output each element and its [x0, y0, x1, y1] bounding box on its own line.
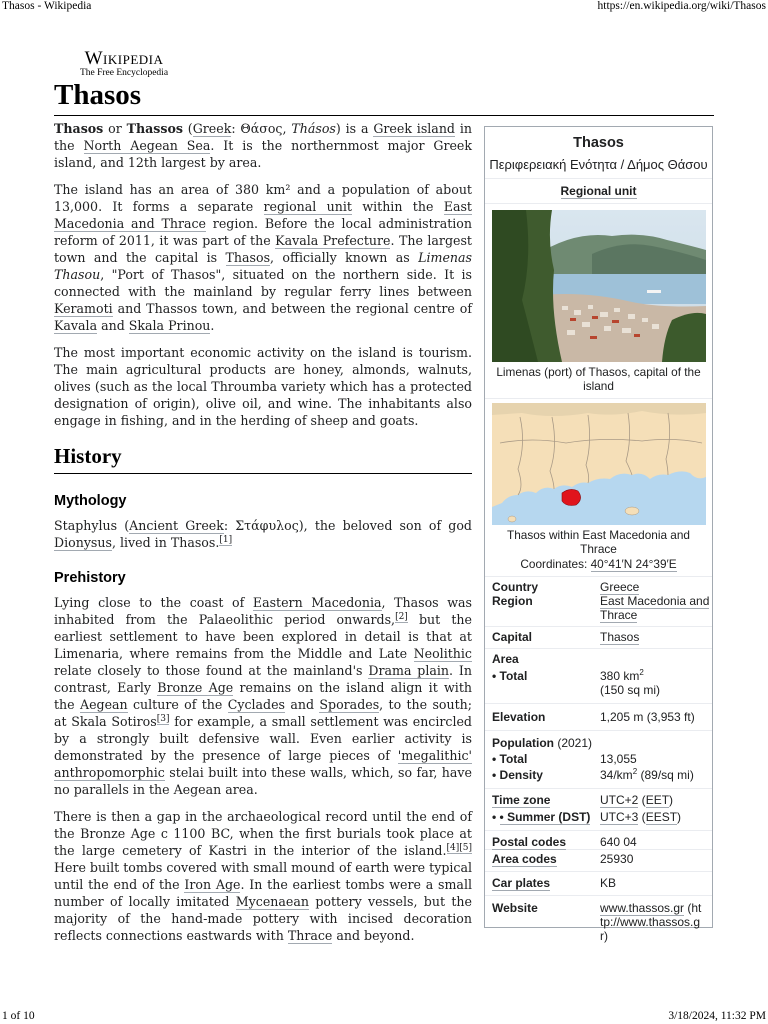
- link-area-codes[interactable]: Area codes: [492, 852, 557, 866]
- text: region. Before the local administration reform of 2011, it was part of the: [54, 216, 472, 248]
- text: , Thasos was inhabited from the Palaeolithic period onwards,: [54, 595, 472, 627]
- area-km: 380 km: [600, 669, 640, 683]
- locator-map-image: [492, 403, 706, 525]
- population-year: (2021): [554, 736, 593, 750]
- link-anthropomorphic[interactable]: anthropomorphic: [54, 765, 165, 780]
- print-datetime: 3/18/2024, 11:32 PM: [668, 1010, 766, 1022]
- link-summer-dst[interactable]: • Summer (DST): [499, 810, 591, 824]
- link-utc2[interactable]: UTC+2: [600, 793, 639, 807]
- print-page-title: Thasos - Wikipedia: [2, 0, 92, 12]
- text: culture of the: [127, 697, 228, 712]
- coordinates-link[interactable]: 40°41′N 24°39′E: [590, 557, 677, 571]
- text: Here built tombs covered with small mound of earth were typical until the end of the: [54, 860, 472, 892]
- row-label: [485, 872, 594, 891]
- text: , officially known as: [270, 250, 419, 265]
- superscript: 2: [639, 668, 644, 677]
- row-value: UTC+2 (EET): [594, 789, 712, 808]
- title-divider: [54, 115, 714, 116]
- row-timezone: [485, 789, 712, 808]
- row-area-total: [485, 666, 712, 697]
- text: and beyond.: [332, 928, 415, 943]
- infobox-data-table: [485, 576, 712, 943]
- infobox-title: Thasos: [573, 135, 624, 151]
- text: ) is a: [335, 121, 374, 136]
- area-paragraph: [54, 181, 472, 334]
- superscript: 2: [632, 767, 638, 776]
- row-value: 640 04: [594, 831, 712, 850]
- text: There is then a gap in the archaeological record until the end of the Bronze Age c 1100 BC, when the first burials took place at the large cemetery of Kastri in the interior of the island.: [54, 809, 472, 858]
- population-label: Population: [492, 736, 554, 750]
- page-number: 1 of 10: [2, 1010, 35, 1022]
- text: (: [182, 121, 193, 136]
- density-mi: (89/sq mi): [637, 768, 694, 782]
- link-thasos-town[interactable]: Thasos: [225, 250, 271, 265]
- row-label: Area: [485, 649, 712, 667]
- link-website[interactable]: www.thassos.gr: [600, 901, 685, 915]
- thasos-port-photo[interactable]: [492, 210, 706, 362]
- row-pop-density: [485, 766, 712, 782]
- text: , lived in Thasos.: [111, 535, 220, 550]
- row-label: Website: [485, 896, 594, 944]
- row-postal-codes: [485, 831, 712, 850]
- print-header: [2, 0, 766, 16]
- text: for example, a small settlement was encircled by a strongly built defensive wall. Even earlier activity is demonstrated by the presence of large pieces of: [54, 714, 472, 763]
- coordinates-label: Coordinates:: [520, 557, 591, 571]
- link-sporades[interactable]: Sporades: [319, 697, 380, 712]
- row-label: Elevation: [485, 704, 594, 725]
- citation-4[interactable]: [4]: [446, 842, 460, 853]
- link-car-plates[interactable]: Car plates: [492, 876, 551, 890]
- row-region: [485, 594, 712, 622]
- row-country: [485, 577, 712, 595]
- link-eastern-macedonia[interactable]: Eastern Macedonia: [252, 595, 382, 610]
- row-label: • Density: [492, 768, 543, 782]
- infobox-type: [485, 184, 712, 198]
- link-east-macedonia-thrace[interactable]: East Macedonia and Thrace: [54, 199, 472, 231]
- link-time-zone[interactable]: Time zone: [492, 793, 551, 807]
- text: and: [285, 697, 320, 712]
- area-mi: (150 sq mi): [600, 683, 661, 697]
- density-km: 34/km: [600, 768, 633, 782]
- article-body: [54, 120, 472, 954]
- row-area: [485, 649, 712, 667]
- row-label: [485, 850, 594, 867]
- intro-paragraph: [54, 120, 472, 171]
- link-aegean[interactable]: Aegean: [79, 697, 128, 712]
- italic-text: Thásos: [291, 121, 336, 136]
- row-value: UTC+3 (EEST): [600, 810, 682, 824]
- prehistory-heading: Prehistory: [54, 570, 126, 586]
- text: The island has an area of 380 km² and a population of about 13,000. It forms a separate: [54, 182, 472, 214]
- row-summer-time: [485, 807, 712, 824]
- text: remains on the island align it with the: [54, 680, 473, 712]
- page-title: Thasos: [54, 79, 142, 111]
- link-kavala-prefecture[interactable]: Kavala Prefecture: [275, 233, 391, 248]
- row-value: 25930: [594, 850, 712, 867]
- prehistory-paragraph-1: [54, 594, 472, 798]
- citation-2[interactable]: [2]: [395, 611, 408, 622]
- row-value: [594, 577, 712, 595]
- text: Staphylus (: [54, 518, 130, 533]
- infobox-native-name: Περιφερειακή Ενότητα / Δήμος Θάσου: [489, 157, 708, 172]
- link-dionysus[interactable]: Dionysus: [54, 535, 112, 550]
- row-website: [485, 896, 712, 944]
- text: .: [210, 318, 215, 333]
- text: and: [97, 318, 129, 333]
- row-value: [594, 594, 712, 622]
- link-mycenaean[interactable]: Mycenaean: [235, 894, 309, 909]
- text: : Θάσος,: [231, 121, 292, 136]
- link-greek[interactable]: Greek: [192, 121, 232, 136]
- text: but the earliest settlement to have been explored in detail is that at Limenaria, where remains from the Middle and Late: [54, 612, 472, 661]
- row-capital: [485, 627, 712, 645]
- row-value: [594, 627, 712, 645]
- link-regional-unit-type[interactable]: Regional unit: [560, 184, 637, 198]
- row-label: Region: [492, 594, 533, 608]
- text: . In contrast, Early: [54, 663, 472, 695]
- bold-term: Thassos: [126, 121, 183, 136]
- row-label: Country: [485, 577, 594, 595]
- infobox-divider: [485, 398, 712, 399]
- link-north-aegean[interactable]: North Aegean Sea: [83, 138, 211, 153]
- link-skala-prinou[interactable]: Skala Prinou: [128, 318, 211, 333]
- row-label: • Total: [492, 752, 528, 766]
- link-regional-unit[interactable]: regional unit: [263, 199, 352, 214]
- link-cyclades[interactable]: Cyclades: [227, 697, 286, 712]
- link-neolithic[interactable]: Neolithic: [413, 646, 472, 661]
- link-drama-plain[interactable]: Drama plain: [368, 663, 450, 678]
- prehistory-paragraph-2: [54, 808, 472, 944]
- wikipedia-logo[interactable]: [72, 49, 176, 79]
- economy-paragraph: The most important economic activity on the island is tourism. The main agricultural products are honey, almonds, walnuts, olives (such as the local Throumba variety which has a protected designation of origin), olive oil, and wine. The inhabitants also engage in fishing, and in the herding of sheep and goats.: [54, 345, 472, 428]
- text: Lying close to the coast of: [54, 595, 253, 610]
- row-value: 1,205 m (3,953 ft): [594, 704, 712, 725]
- row-population: [485, 731, 712, 751]
- link-greek-island[interactable]: Greek island: [373, 121, 455, 136]
- link-greece[interactable]: Greece: [600, 580, 640, 594]
- row-label: [485, 831, 594, 850]
- infobox: [484, 126, 713, 943]
- text: relate closely to those found at the mainland's: [54, 663, 369, 678]
- row-pop-total: [485, 750, 712, 766]
- row-area-codes: [485, 850, 712, 867]
- italic-text: Limenas Thasou: [54, 250, 472, 282]
- port-photo-image: [492, 210, 706, 362]
- link-iron-age[interactable]: Iron Age: [184, 877, 241, 892]
- link-eet[interactable]: EET: [645, 793, 670, 807]
- link-keramoti[interactable]: Keramoti: [54, 301, 113, 316]
- port-photo-caption: Limenas (port) of Thasos, capital of the island: [496, 365, 701, 393]
- text: . The largest town and the capital is: [54, 233, 472, 265]
- text: in the: [54, 121, 472, 153]
- text: pottery vessels, but the majority of the hand-made pottery with incised decoration reflects connections eastwards with: [54, 894, 472, 943]
- row-label: • Total: [492, 669, 528, 683]
- row-label: [485, 731, 712, 751]
- row-value: [594, 766, 712, 782]
- link-postal-codes[interactable]: Postal codes: [492, 835, 567, 849]
- row-label: Capital: [485, 627, 594, 645]
- row-car-plates: [485, 872, 712, 891]
- print-page-url: https://en.wikipedia.org/wiki/Thasos: [597, 0, 766, 12]
- text: within the: [351, 199, 444, 214]
- text: or: [103, 121, 127, 136]
- text: : Στάφυλος), the beloved son of god: [223, 518, 472, 533]
- row-label: [485, 789, 594, 808]
- row-elevation: [485, 704, 712, 725]
- link-eest[interactable]: EEST: [645, 810, 678, 824]
- infobox-divider: [485, 178, 712, 179]
- coordinates: [485, 557, 712, 571]
- infobox-divider: [485, 203, 712, 204]
- logo-wordmark: Wikipedia: [84, 48, 164, 69]
- locator-map[interactable]: [492, 403, 706, 525]
- row-value: 13,055: [600, 752, 637, 766]
- citation-3[interactable]: [3]: [156, 713, 170, 724]
- text: . In the earliest tombs were a small number of locally imitated: [54, 877, 472, 909]
- text: stelai built into these walls, which, so far, have no parallels in the Aegean area.: [54, 765, 472, 797]
- mythology-paragraph: [54, 517, 472, 551]
- link-ancient-greek[interactable]: Ancient Greek: [129, 518, 224, 533]
- map-caption: Thasos within East Macedonia and Thrace: [507, 528, 690, 556]
- row-value: KB: [594, 872, 712, 891]
- bold-term: Thasos: [54, 121, 104, 136]
- link-thrace[interactable]: Thrace: [287, 928, 333, 943]
- citation-5[interactable]: [5]: [459, 842, 472, 853]
- link-bronze-age[interactable]: Bronze Age: [157, 680, 234, 695]
- link-kavala[interactable]: Kavala: [54, 318, 98, 333]
- row-value: [594, 896, 712, 944]
- row-value: [594, 666, 712, 697]
- link-utc3[interactable]: UTC+3: [600, 810, 639, 824]
- link-region[interactable]: East Macedonia and Thrace: [600, 594, 710, 622]
- row-label: • • Summer (DST): [492, 810, 591, 824]
- link-megalithic[interactable]: 'megalithic': [397, 748, 472, 763]
- text: . It is the northernmost major Greek island, and 12th largest by area.: [54, 138, 472, 170]
- history-heading: History: [54, 443, 472, 474]
- text: and Thassos town, and between the regional centre of: [112, 301, 472, 316]
- text: , to the south; at Skala Sotiros: [54, 697, 473, 729]
- print-footer: [2, 1008, 766, 1024]
- logo-tagline: The Free Encyclopedia: [79, 68, 169, 78]
- link-capital[interactable]: Thasos: [600, 630, 640, 644]
- website-url: (http://www.thassos.gr): [600, 901, 702, 943]
- mythology-heading: Mythology: [54, 493, 127, 509]
- text: , "Port of Thasos", situated on the northern side. It is connected with the mainland by regular ferry lines between: [54, 267, 472, 299]
- citation-1[interactable]: [1]: [219, 534, 233, 545]
